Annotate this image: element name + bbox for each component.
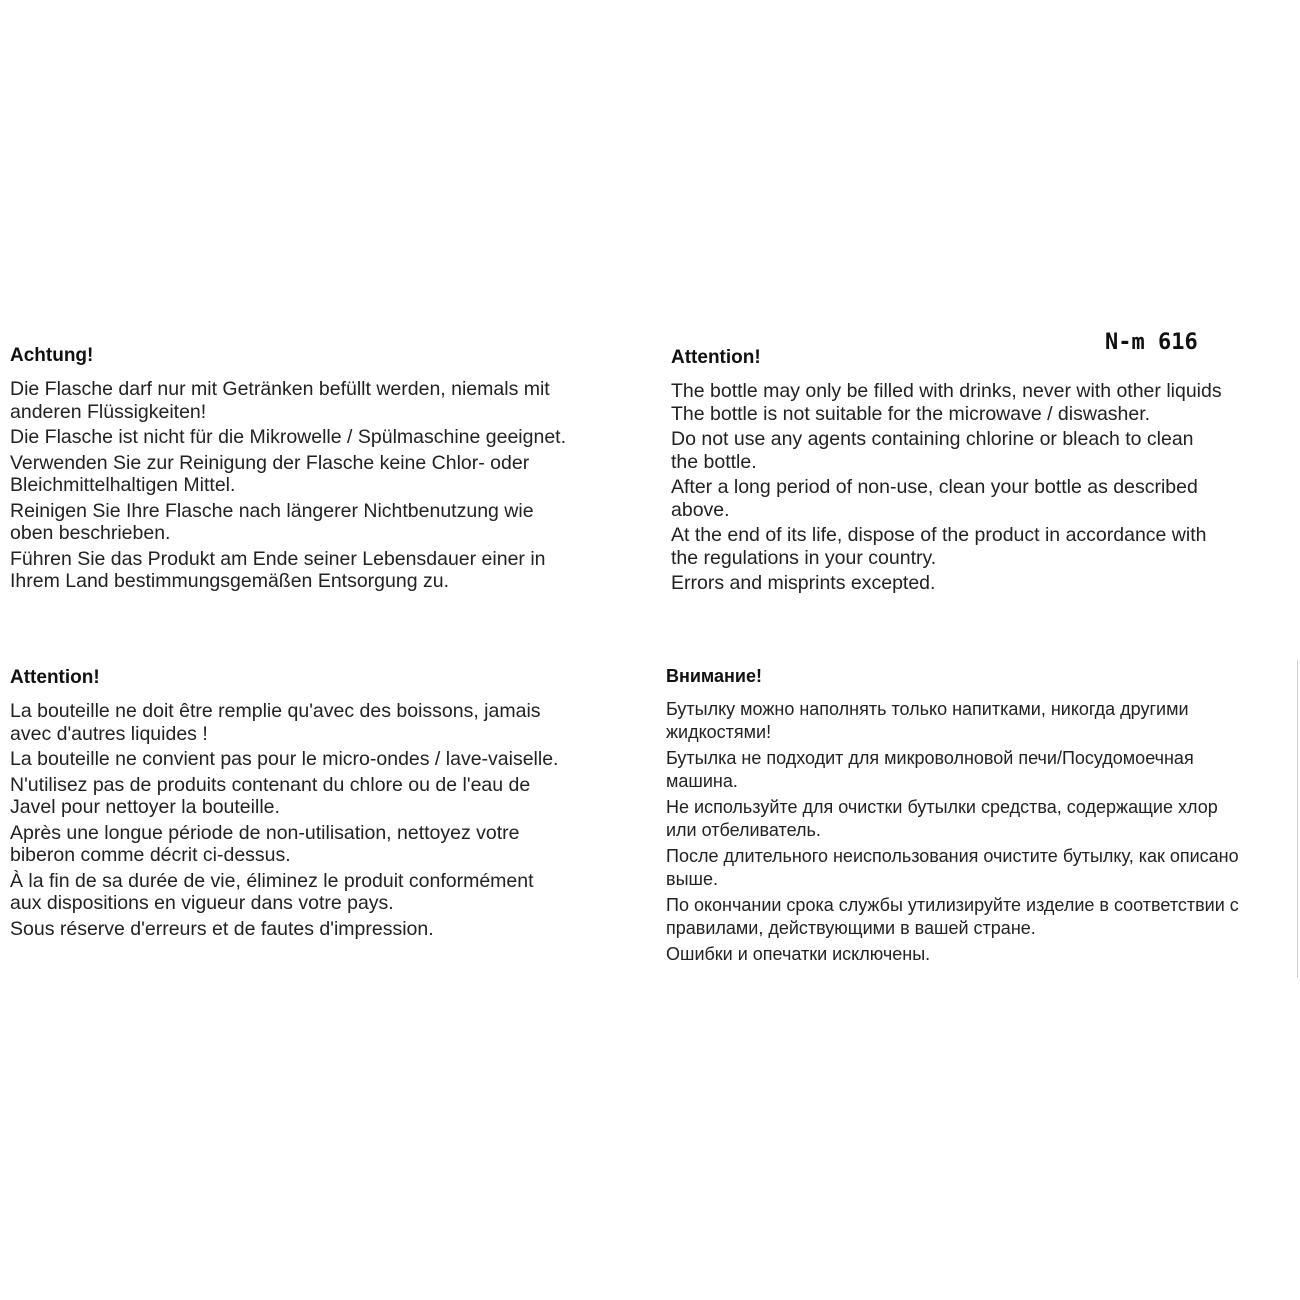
warning-line: правилами, действующими в вашей стране.	[666, 918, 1036, 938]
warning-line: N'utilisez pas de produits contenant du chlore ou de l'eau de	[10, 773, 531, 796]
german-paragraphs	[10, 378, 630, 593]
warning-paragraph	[666, 845, 1291, 891]
german-heading: Achtung!	[10, 345, 94, 366]
warning-line: The bottle is not suitable for the microwave / diswasher.	[671, 402, 1151, 425]
english-warning-block	[671, 346, 1271, 598]
warning-line: После длительного неиспользования очистите бутылку, как описано	[666, 846, 1239, 866]
warning-line: Ihrem Land bestimmungsgemäßen Entsorgung zu.	[10, 570, 449, 592]
warning-line: Reinigen Sie Ihre Flasche nach längerer Nichtbenutzung wie	[10, 499, 534, 522]
warning-line: At the end of its life, dispose of the product in accordance with	[671, 524, 1207, 546]
warning-paragraph	[10, 822, 640, 867]
warning-line: По окончании срока службы утилизируйте изделие в соответствии с	[666, 895, 1239, 915]
warning-line: жидкостями!	[666, 722, 772, 742]
warning-line: Die Flasche ist nicht für die Mikrowelle / Spülmaschine geeignet.	[10, 426, 567, 448]
warning-line: aux dispositions en vigueur dans votre pays.	[10, 892, 394, 914]
warning-line: Après une longue période de non-utilisation, nettoyez votre	[10, 821, 520, 844]
warning-paragraph	[10, 774, 640, 819]
warning-paragraph	[671, 524, 1271, 569]
warning-paragraph	[666, 796, 1291, 842]
warning-paragraph	[666, 943, 1291, 966]
warning-line: anderen Flüssigkeiten!	[10, 400, 207, 423]
warning-line: La bouteille ne convient pas pour le micro-ondes / lave-vaiselle.	[10, 748, 559, 770]
warning-line: выше.	[666, 869, 718, 889]
warning-line: Ошибки и опечатки исключены.	[666, 944, 931, 964]
warning-paragraph	[666, 894, 1291, 940]
warning-line: Führen Sie das Produkt am Ende seiner Lebensdauer einer in	[10, 547, 546, 570]
warning-line: Bleichmittelhaltigen Mittel.	[10, 474, 236, 496]
warning-paragraph	[10, 918, 640, 941]
warning-line: above.	[671, 498, 730, 521]
warning-line: Не используйте для очистки бутылки средства, содержащие хлор	[666, 797, 1218, 817]
warning-line: Бутылку можно наполнять только напитками, никогда другими	[666, 699, 1189, 719]
english-heading: Attention!	[671, 347, 761, 368]
english-paragraphs	[671, 380, 1271, 595]
product-code: N-m 616	[1105, 330, 1198, 355]
warning-line: the bottle.	[671, 450, 757, 473]
warning-paragraph	[10, 378, 630, 423]
warning-paragraph	[671, 572, 1271, 595]
german-warning-block	[10, 344, 630, 596]
warning-paragraph	[671, 476, 1271, 521]
warning-paragraph	[10, 500, 630, 545]
warning-line: À la fin de sa durée de vie, éliminez le produit conformément	[10, 869, 534, 892]
warning-line: или отбеливатель.	[666, 820, 821, 840]
russian-paragraphs	[666, 698, 1291, 966]
warning-paragraph	[10, 748, 640, 771]
warning-line: The bottle may only be filled with drinks, never with other liquids	[671, 380, 1222, 402]
warning-paragraph	[10, 700, 640, 745]
russian-heading: Внимание!	[666, 666, 762, 686]
warning-line: oben beschrieben.	[10, 522, 171, 544]
warning-paragraph	[666, 747, 1291, 793]
warning-line: Do not use any agents containing chlorine or bleach to clean	[671, 428, 1194, 450]
warning-paragraph	[671, 428, 1271, 473]
french-heading: Attention!	[10, 667, 100, 688]
warning-line: машина.	[666, 771, 738, 791]
warning-line: Javel pour nettoyer la bouteille.	[10, 796, 280, 818]
french-paragraphs	[10, 700, 640, 940]
page-edge-divider	[1297, 660, 1298, 978]
warning-line: biberon comme décrit ci-dessus.	[10, 844, 291, 866]
french-warning-block	[10, 666, 640, 943]
warning-line: the regulations in your country.	[671, 546, 937, 569]
warning-line: After a long period of non-use, clean your bottle as described	[671, 476, 1198, 498]
warning-paragraph	[10, 452, 630, 497]
warning-line: Die Flasche darf nur mit Getränken befüllt werden, niemals mit	[10, 378, 550, 400]
warning-line: Бутылка не подходит для микроволновой печи/Посудомоечная	[666, 748, 1194, 768]
warning-line: Verwenden Sie zur Reinigung der Flasche keine Chlor- oder	[10, 451, 530, 474]
warning-paragraph	[10, 426, 630, 449]
warning-paragraph	[671, 380, 1271, 425]
warning-line: La bouteille ne doit être remplie qu'avec des boissons, jamais	[10, 700, 541, 722]
russian-warning-block	[666, 664, 1291, 969]
warning-line: avec d'autres liquides !	[10, 722, 208, 745]
warning-paragraph	[10, 548, 630, 593]
warning-paragraph	[10, 870, 640, 915]
warning-line: Sous réserve d'erreurs et de fautes d'impression.	[10, 917, 434, 940]
warning-paragraph	[666, 698, 1291, 744]
warning-line: Errors and misprints excepted.	[671, 572, 936, 594]
